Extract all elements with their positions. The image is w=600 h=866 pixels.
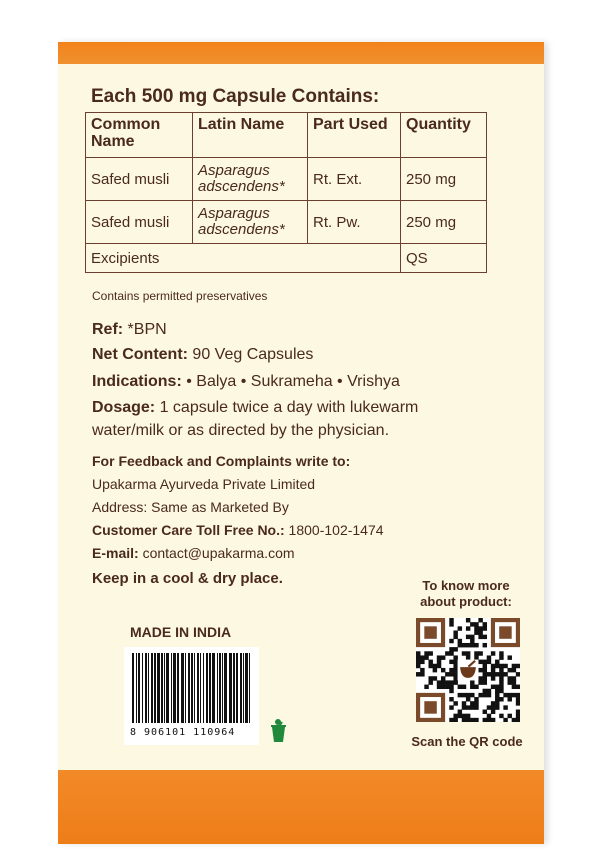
- dosage-value-1: 1 capsule twice a day with lukewarm: [155, 399, 419, 416]
- email-value[interactable]: contact@upakarma.com: [138, 545, 295, 561]
- feedback-address: Address: Same as Marketed By: [92, 499, 289, 515]
- indications-value: • Balya • Sukrameha • Vrishya: [181, 373, 400, 390]
- ref-value: *BPN: [123, 321, 167, 338]
- cell-excipients-quantity: QS: [401, 244, 487, 273]
- col-common-name: Common Name: [86, 113, 193, 158]
- customer-care-label: Customer Care Toll Free No.:: [92, 522, 285, 538]
- cell-latin-name: Asparagus adscendens*: [193, 201, 308, 244]
- cell-common-name: Safed musli: [86, 158, 193, 201]
- cell-quantity: 250 mg: [401, 158, 487, 201]
- net-content-value: 90 Veg Capsules: [187, 346, 314, 363]
- cell-excipients-label: Excipients: [86, 244, 401, 273]
- cell-part-used: Rt. Pw.: [308, 201, 401, 244]
- net-content-line: [92, 345, 313, 365]
- qr-code-graphic: [416, 618, 520, 722]
- cell-part-used: Rt. Ext.: [308, 158, 401, 201]
- indications-line: [92, 372, 400, 392]
- table-row: [86, 201, 487, 244]
- col-latin-name: Latin Name: [193, 113, 308, 158]
- dosage-label: Dosage:: [92, 399, 156, 416]
- qr-title-line-2: about product:: [420, 594, 512, 609]
- col-quantity: Quantity: [401, 113, 487, 158]
- indications-label: Indications:: [92, 373, 182, 390]
- composition-table: [85, 112, 487, 273]
- recycle-bin-icon: [268, 718, 290, 744]
- barcode-number: 8 906101 110964: [130, 727, 236, 738]
- cell-latin-name: Asparagus adscendens*: [193, 158, 308, 201]
- table-row: [86, 158, 487, 201]
- customer-care-value: 1800-102-1474: [284, 522, 384, 538]
- feedback-title: For Feedback and Complaints write to:: [92, 453, 351, 469]
- orange-band-top: [58, 42, 544, 64]
- customer-care-line: [92, 520, 384, 540]
- table-header-row: [86, 113, 487, 158]
- feedback-company: Upakarma Ayurveda Private Limited: [92, 476, 316, 492]
- net-content-label: Net Content:: [92, 346, 188, 363]
- dosage-line: [92, 398, 418, 418]
- made-in-label: MADE IN INDIA: [130, 624, 232, 640]
- dosage-line-2: water/milk or as directed by the physician.: [92, 422, 390, 439]
- composition-heading: Each 500 mg Capsule Contains:: [91, 86, 380, 107]
- cell-quantity: 250 mg: [401, 201, 487, 244]
- ref-line: [92, 320, 167, 340]
- storage-instruction: Keep in a cool & dry place.: [92, 570, 283, 587]
- preservatives-note: Contains permitted preservatives: [92, 289, 268, 303]
- qr-caption: Scan the QR code: [411, 734, 523, 749]
- email-line: [92, 543, 295, 563]
- qr-title-line-1: To know more: [422, 578, 510, 593]
- email-label: E-mail:: [92, 545, 139, 561]
- cell-common-name: Safed musli: [86, 201, 193, 244]
- qr-title: [410, 578, 522, 610]
- orange-band-bottom: [58, 770, 544, 844]
- barcode-bars: [130, 653, 254, 725]
- barcode: [124, 647, 259, 745]
- table-row-excipients: [86, 244, 487, 273]
- qr-code[interactable]: [416, 618, 520, 722]
- ref-label: Ref:: [92, 321, 124, 338]
- col-part-used: Part Used: [308, 113, 401, 158]
